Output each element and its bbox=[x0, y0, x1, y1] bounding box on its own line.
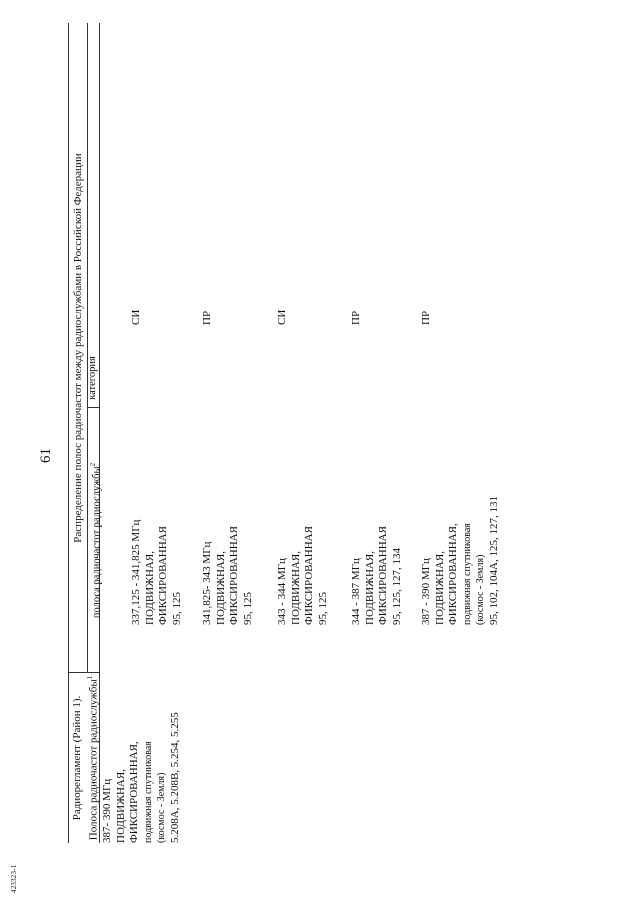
row-footnotes: 95, 125, 127, 134 bbox=[390, 548, 403, 625]
row-service: ПОДВИЖНАЯ, bbox=[363, 551, 376, 625]
table-row bbox=[420, 496, 502, 625]
header-left-line1: Радиорегламент (Район 1). bbox=[71, 695, 83, 821]
header-col-band-footnote: 2 bbox=[89, 462, 97, 467]
header-right-title: Распределение полос радиочастот между радиослужбами в Российской Федерации bbox=[72, 153, 84, 543]
row-service: ПОДВИЖНАЯ, bbox=[433, 551, 446, 625]
header-left-line2-text: Полоса радиочастот радиослужбы bbox=[87, 679, 100, 841]
row-service: ФИКСИРОВАННАЯ, bbox=[447, 523, 460, 625]
header-col-band bbox=[87, 408, 104, 673]
table-row bbox=[350, 526, 404, 625]
row-band: 341,825- 343 МГц bbox=[201, 541, 213, 625]
row-band: 337,125 - 341,825 МГц bbox=[130, 519, 142, 625]
row-category: СИ bbox=[276, 309, 288, 325]
left-entry-service-3: подвижная спутниковая bbox=[142, 741, 154, 843]
row-service: ФИКСИРОВАННАЯ bbox=[377, 526, 390, 625]
row-footnotes: 95, 102, 104А, 125, 127, 131 bbox=[487, 496, 500, 625]
header-left-line2 bbox=[84, 673, 101, 843]
row-service: ПОДВИЖНАЯ, bbox=[289, 551, 302, 625]
row-service: ФИКСИРОВАННАЯ bbox=[228, 526, 241, 625]
row-service: ПОДВИЖНАЯ, bbox=[143, 551, 156, 625]
table-row bbox=[130, 520, 184, 625]
document-code: 423323-1 bbox=[10, 864, 18, 893]
left-entry-footnotes: 5.208А, 5.208В, 5.254, 5.255 bbox=[168, 712, 181, 843]
left-entry-direction: (космос - Земля) bbox=[156, 772, 168, 843]
header-col-category: категория bbox=[87, 356, 98, 400]
row-band: 344 - 387 МГц bbox=[350, 558, 362, 625]
header-left bbox=[71, 673, 101, 843]
row-service: ПОДВИЖНАЯ, bbox=[214, 551, 227, 625]
page-number: 61 bbox=[38, 448, 54, 463]
header-left-footnote: 1 bbox=[86, 675, 94, 680]
row-footnotes: 95, 125 bbox=[241, 592, 254, 625]
row-category: ПР bbox=[350, 310, 362, 325]
row-category: СИ bbox=[130, 309, 142, 325]
left-entry-service-2: ФИКСИРОВАННАЯ, bbox=[128, 741, 141, 843]
left-entry-band: 387- 390 МГц bbox=[101, 778, 113, 843]
row-category: ПР bbox=[420, 310, 432, 325]
row-band: 387 - 390 МГц bbox=[420, 558, 432, 625]
table-row bbox=[276, 526, 330, 625]
row-category: ПР bbox=[201, 310, 213, 325]
row-service: ФИКСИРОВАННАЯ bbox=[157, 526, 170, 625]
left-entry bbox=[101, 712, 183, 843]
row-footnotes: 95, 125 bbox=[170, 592, 183, 625]
row-service: подвижная спутниковая bbox=[461, 523, 473, 625]
row-footnotes: 95, 125 bbox=[316, 592, 329, 625]
table-top-border bbox=[68, 23, 69, 843]
row-band: 343 - 344 МГц bbox=[276, 558, 288, 625]
left-entry-service-1: ПОДВИЖНАЯ, bbox=[114, 769, 127, 843]
row-service: ФИКСИРОВАННАЯ bbox=[303, 526, 316, 625]
row-direction: (космос - Земля) bbox=[475, 554, 487, 625]
table-row bbox=[201, 526, 255, 625]
header-col-band-text: полоса радиочастот радиослужбы bbox=[91, 466, 103, 619]
